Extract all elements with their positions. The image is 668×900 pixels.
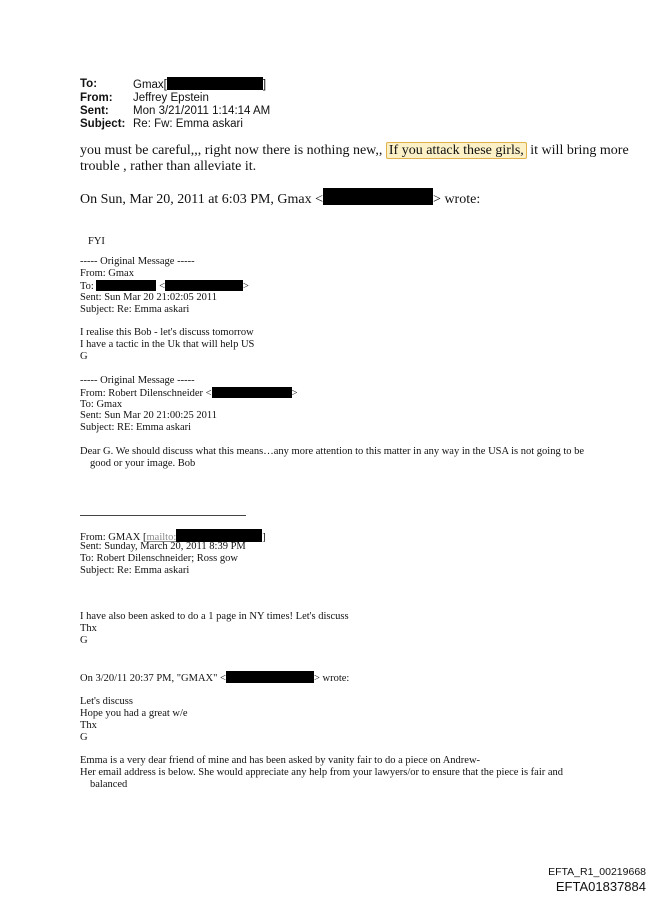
- msg4-para-line-3: balanced: [90, 779, 128, 790]
- redaction-bar: [323, 188, 433, 205]
- msg1-body-line-3: G: [80, 351, 88, 362]
- reply-line-1: you must be careful,,, right now there is nothing new,, If you attack these girls, it will bring more: [80, 143, 629, 158]
- to-value: Gmax[ ]: [133, 79, 267, 91]
- msg3-from: From: GMAX [mailto: ]: [80, 529, 266, 545]
- redaction-bar: [96, 280, 156, 291]
- msg2-body-line-2: good or your image. Bob: [90, 458, 196, 469]
- msg3-to: To: Robert Dilenschneider; Ross gow: [80, 553, 238, 564]
- msg2-subject: Subject: RE: Emma askari: [80, 422, 192, 433]
- redaction-bar: [226, 671, 314, 683]
- msg2-separator: ----- Original Message -----: [80, 375, 195, 386]
- highlighted-phrase: If you attack these girls,: [386, 142, 527, 159]
- msg1-subject: Subject: Re: Emma askari: [80, 304, 190, 315]
- msg1-from: From: Gmax: [80, 268, 134, 279]
- msg3-body-line-3: G: [80, 635, 88, 646]
- msg4-body-line-1: Let's discuss: [80, 696, 133, 707]
- mailto-link[interactable]: mailto:: [146, 532, 177, 543]
- from-value: Jeffrey Epstein: [133, 92, 209, 104]
- subject-label: Subject:: [80, 118, 126, 130]
- section-divider: [80, 515, 246, 516]
- msg1-sent: Sent: Sun Mar 20 21:02:05 2011: [80, 292, 217, 303]
- footer-id-2: EFTA01837884: [555, 879, 646, 894]
- msg2-sent: Sent: Sun Mar 20 21:00:25 2011: [80, 410, 217, 421]
- msg2-from: From: Robert Dilenschneider < >: [80, 388, 298, 399]
- msg1-to: To: < >: [80, 281, 249, 292]
- msg1-separator: ----- Original Message -----: [80, 256, 195, 267]
- msg2-body-line-1: Dear G. We should discuss what this means…any more attention to this matter in any way in the USA is not going to be: [80, 446, 585, 457]
- msg3-sent: Sent: Sunday, March 20, 2011 8:39 PM: [80, 541, 246, 552]
- msg3-body-line-2: Thx: [80, 623, 97, 634]
- msg4-body-line-2: Hope you had a great w/e: [80, 708, 188, 719]
- from-label: From:: [80, 92, 113, 104]
- reply-line-2: trouble , rather than alleviate it.: [80, 159, 257, 174]
- quoted-wrote-line: On Sun, Mar 20, 2011 at 6:03 PM, Gmax < > wrote:: [80, 188, 480, 208]
- subject-value: Re: Fw: Emma askari: [133, 118, 243, 130]
- fyi-text: FYI: [88, 236, 105, 247]
- redaction-bar: [165, 280, 243, 291]
- msg1-body-line-1: I realise this Bob - let's discuss tomorrow: [80, 327, 254, 338]
- msg4-wrote-line: On 3/20/11 20:37 PM, "GMAX" < > wrote:: [80, 673, 350, 684]
- sent-label: Sent:: [80, 105, 109, 117]
- msg3-body-line-1: I have also been asked to do a 1 page in NY times! Let's discuss: [80, 611, 349, 622]
- msg4-body-line-4: G: [80, 732, 88, 743]
- msg3-subject: Subject: Re: Emma askari: [80, 565, 190, 576]
- msg2-to: To: Gmax: [80, 399, 123, 410]
- msg4-para-line-2: Her email address is below. She would appreciate any help from your lawyers/or to ensure that the piece is fair and: [80, 767, 564, 778]
- msg4-body-line-3: Thx: [80, 720, 97, 731]
- redaction-bar: [212, 387, 292, 398]
- msg4-para-line-1: Emma is a very dear friend of mine and has been asked by vanity fair to do a piece on Andrew-: [80, 755, 481, 766]
- redaction-bar: [167, 77, 263, 90]
- msg1-body-line-2: I have a tactic in the Uk that will help US: [80, 339, 255, 350]
- footer-id-1: EFTA_R1_00219668: [548, 866, 646, 878]
- sent-value: Mon 3/21/2011 1:14:14 AM: [133, 105, 271, 117]
- to-label: To:: [80, 78, 98, 90]
